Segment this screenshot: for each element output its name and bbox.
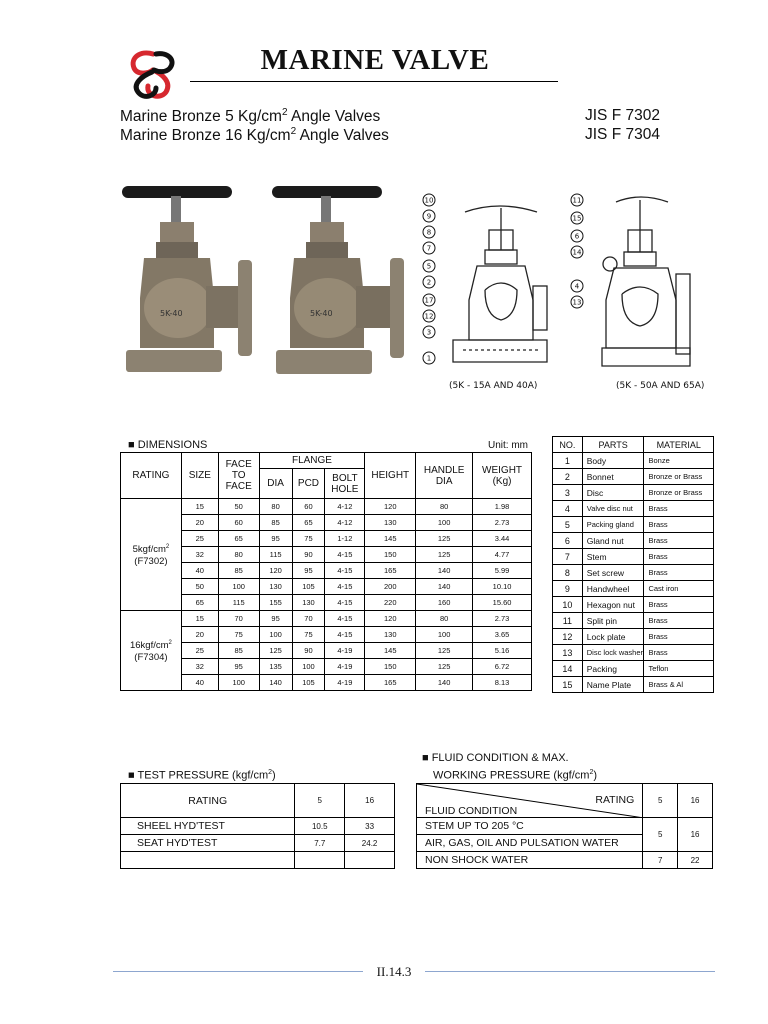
dimensions-cell: 32 [181,659,218,675]
page-title: MARINE VALVE [260,44,490,76]
dimensions-cell: 75 [218,627,259,643]
part-number: 2 [553,469,583,485]
dimensions-cell: 100 [416,515,473,531]
dimensions-cell: 50 [181,579,218,595]
dimensions-cell: 65 [181,595,218,611]
dimensions-row [121,595,532,611]
dimensions-cell: 120 [259,563,292,579]
dimensions-cell: 125 [416,659,473,675]
dimensions-cell: 150 [365,659,416,675]
parts-header-row: NO. PARTS MATERIAL [553,437,714,453]
part-material: Brass [644,517,714,533]
dimensions-cell: 70 [218,611,259,627]
dimensions-cell: 105 [292,579,325,595]
fluid-header-rating: RATING [595,794,635,806]
dimensions-cell: 3.65 [473,627,532,643]
dimensions-cell: 15 [181,499,218,515]
parts-row [553,469,714,485]
dimensions-cell: 160 [416,595,473,611]
part-material: Brass [644,565,714,581]
dimensions-cell: 130 [365,627,416,643]
svg-text:14: 14 [572,248,582,257]
dimensions-cell: 4-19 [325,659,365,675]
dimensions-header-row-1: RATING SIZE FACE TO FACE FLANGE HEIGHT HANDLE DIA WEIGHT (Kg) [121,453,532,469]
dimensions-header-row-2: DIA PCD BOLT HOLE [121,469,532,499]
part-material: Brass [644,533,714,549]
callout-12 [423,310,435,322]
dimensions-cell: 145 [365,531,416,547]
dimensions-cell: 65 [292,515,325,531]
sectional-drawing-50a-65a [598,190,713,395]
dimensions-cell: 2.73 [473,611,532,627]
part-name: Valve disc nut [582,501,644,517]
dimensions-cell: 4-15 [325,627,365,643]
dimensions-cell: 4.77 [473,547,532,563]
svg-text:17: 17 [424,296,434,305]
part-material: Brass [644,613,714,629]
test-pressure-row [121,852,395,869]
dimensions-row [121,531,532,547]
footer-rule-right [425,971,715,972]
part-material: Brass [644,549,714,565]
dimensions-row [121,499,532,515]
dimensions-row [121,643,532,659]
dimensions-cell: 165 [365,563,416,579]
dimensions-cell: 80 [259,499,292,515]
svg-text:13: 13 [572,298,582,307]
dimensions-cell: 140 [416,675,473,691]
callout-14 [571,246,583,258]
part-number: 8 [553,565,583,581]
parts-row [553,517,714,533]
part-number: 6 [553,533,583,549]
svg-text:10: 10 [424,196,434,205]
footer-rule-left [113,971,363,972]
dimensions-cell: 100 [218,675,259,691]
test-pressure-header-row: RATING 5 16 [121,784,395,818]
dimensions-cell: 80 [218,547,259,563]
part-number: 12 [553,629,583,645]
dimensions-cell: 130 [365,515,416,531]
part-number: 10 [553,597,583,613]
dimensions-cell: 70 [292,611,325,627]
part-name: Stem [582,549,644,565]
part-name: Set screw [582,565,644,581]
svg-text:9: 9 [426,212,432,221]
fluid-row: STEM UP TO 205 °C 5 16 [417,818,713,835]
dimensions-cell: 8.13 [473,675,532,691]
dimensions-cell: 100 [292,659,325,675]
dimensions-cell: 5.16 [473,643,532,659]
fluid-row: AIR, GAS, OIL AND PULSATION WATER [417,835,713,852]
dimensions-cell: 135 [259,659,292,675]
parts-row [553,453,714,469]
dimensions-cell: 150 [365,547,416,563]
dimensions-cell: 100 [416,627,473,643]
svg-text:4: 4 [574,282,580,291]
fluid-row: NON SHOCK WATER 7 22 [417,852,713,869]
dimensions-row [121,563,532,579]
dimensions-cell: 40 [181,563,218,579]
callout-17 [423,294,435,306]
dimensions-cell: 4-15 [325,595,365,611]
dimensions-cell: 115 [259,547,292,563]
part-name: Bonnet [582,469,644,485]
dimensions-cell: 2.73 [473,515,532,531]
test-pressure-table [120,783,395,869]
callout-2 [423,276,435,288]
dimensions-row [121,547,532,563]
part-name: Disc [582,485,644,501]
dimensions-cell: 32 [181,547,218,563]
part-name: Lock plate [582,629,644,645]
dimensions-cell: 125 [416,531,473,547]
subtitle-16k: Marine Bronze 16 $Kg/cm^2$ Angle Valves [120,126,389,145]
callout-9 [423,210,435,222]
dimensions-cell: 155 [259,595,292,611]
callout-10 [423,194,435,206]
part-number: 9 [553,581,583,597]
dimensions-cell: 105 [292,675,325,691]
part-name: Hexagon nut [582,597,644,613]
part-material: Brass & Al [644,677,714,693]
test-pressure-section-label: ■ TEST PRESSURE $(kgf/cm^2)$ [128,769,276,782]
svg-text:15: 15 [572,214,582,223]
part-material: Cast iron [644,581,714,597]
dimensions-cell: 4-19 [325,643,365,659]
dimensions-cell: 95 [259,611,292,627]
dimensions-cell: 85 [218,563,259,579]
dimensions-cell: 165 [365,675,416,691]
fluid-section-label: ■ FLUID CONDITION & MAX. [422,752,569,764]
dimensions-section-label: ■ DIMENSIONS [128,439,208,451]
dimensions-cell: 220 [365,595,416,611]
part-number: 7 [553,549,583,565]
parts-row [553,677,714,693]
dimensions-cell: 25 [181,643,218,659]
dimensions-cell: 20 [181,515,218,531]
callout-6 [571,230,583,242]
parts-row [553,533,714,549]
callout-7 [423,242,435,254]
valve-marking-2: 5K-40 [310,309,333,318]
dimensions-cell: 145 [365,643,416,659]
part-material: Brass [644,645,714,661]
callout-1 [423,352,435,364]
dimensions-cell: 65 [218,531,259,547]
dimensions-cell: 4-15 [325,579,365,595]
unit-label: Unit: mm [488,440,528,451]
part-name: Packing gland [582,517,644,533]
dimensions-cell: 80 [416,499,473,515]
part-number: 15 [553,677,583,693]
parts-row [553,613,714,629]
dimensions-row [121,675,532,691]
part-name: Split pin [582,613,644,629]
dimensions-cell: 75 [292,627,325,643]
dimensions-cell: 60 [292,499,325,515]
dimensions-cell: 20 [181,627,218,643]
svg-text:1: 1 [426,354,432,363]
dimensions-cell: 140 [416,579,473,595]
callout-3 [423,326,435,338]
dimensions-cell: 75 [292,531,325,547]
parts-row [553,661,714,677]
dimensions-cell: 5.99 [473,563,532,579]
sectional-drawing-15a-40a [415,190,595,395]
svg-text:2: 2 [426,278,432,287]
dimensions-cell: 125 [416,643,473,659]
parts-row [553,645,714,661]
part-material: Bonze [644,453,714,469]
company-logo [126,48,180,100]
parts-row [553,629,714,645]
dimensions-cell: 4-15 [325,611,365,627]
svg-text:11: 11 [572,196,582,205]
svg-text:7: 7 [426,244,432,253]
callout-5 [423,260,435,272]
rating-cell: $5kgf/cm^2$ (F7302) [121,499,182,611]
dimensions-cell: 4-15 [325,563,365,579]
dimensions-cell: 3.44 [473,531,532,547]
part-name: Body [582,453,644,469]
dimensions-cell: 4-15 [325,547,365,563]
parts-row [553,581,714,597]
part-name: Disc lock washer [582,645,644,661]
valve-photo-2 [268,178,408,390]
page-number: II.14.3 [376,964,412,979]
working-pressure-label: WORKING PRESSURE $(kgf/cm^2)$ [433,769,598,782]
dimensions-cell: 85 [259,515,292,531]
svg-text:3: 3 [426,328,432,337]
dimensions-cell: 25 [181,531,218,547]
dimensions-cell: 130 [292,595,325,611]
dimensions-cell: 125 [416,547,473,563]
valve-photo-1 [118,178,256,390]
part-material: Teflon [644,661,714,677]
dimensions-cell: 1-12 [325,531,365,547]
dimensions-cell: 40 [181,675,218,691]
part-material: Brass [644,629,714,645]
dimensions-cell: 6.72 [473,659,532,675]
rating-cell: $16kgf/cm^2$ (F7304) [121,611,182,691]
part-number: 13 [553,645,583,661]
part-material: Bronze or Brass [644,485,714,501]
dimensions-cell: 50 [218,499,259,515]
part-material: Brass [644,597,714,613]
parts-row [553,485,714,501]
dimensions-cell: 120 [365,499,416,515]
dimensions-cell: 120 [365,611,416,627]
dimensions-cell: 15.60 [473,595,532,611]
parts-row [553,565,714,581]
jis-standard-5k: JIS F 7302 [585,107,660,124]
parts-row [553,501,714,517]
dimensions-cell: 140 [259,675,292,691]
dimensions-cell: 10.10 [473,579,532,595]
part-number: 11 [553,613,583,629]
callout-8 [423,226,435,238]
part-name: Handwheel [582,581,644,597]
test-pressure-row: SEAT HYD'TEST 7.7 24.2 [121,835,395,852]
callout-11 [571,194,583,206]
valve-marking-1: 5K-40 [160,309,183,318]
dimensions-cell: 125 [259,643,292,659]
svg-text:12: 12 [424,312,434,321]
svg-text:6: 6 [574,232,580,241]
fluid-condition-table [416,783,713,869]
part-number: 14 [553,661,583,677]
callout-15 [571,212,583,224]
fluid-header-condition: FLUID CONDITION [425,805,518,817]
part-name: Name Plate [582,677,644,693]
dimensions-cell: 130 [259,579,292,595]
part-number: 4 [553,501,583,517]
dimensions-cell: 1.98 [473,499,532,515]
parts-row [553,597,714,613]
part-material: Bronze or Brass [644,469,714,485]
subtitle-5k: Marine Bronze 5 $Kg/cm^2$ Angle Valves [120,107,381,126]
dimensions-row [121,579,532,595]
part-number: 5 [553,517,583,533]
dimensions-cell: 95 [292,563,325,579]
callout-13 [571,296,583,308]
parts-table [552,436,714,693]
drawing-caption-left: (5K - 15A AND 40A) [449,381,538,391]
dimensions-cell: 4-12 [325,515,365,531]
parts-row [553,549,714,565]
dimensions-cell: 90 [292,643,325,659]
dimensions-cell: 80 [416,611,473,627]
callout-4 [571,280,583,292]
dimensions-row [121,627,532,643]
dimensions-row [121,515,532,531]
drawing-caption-right: (5K - 50A AND 65A) [616,381,705,391]
dimensions-cell: 85 [218,643,259,659]
dimensions-cell: 115 [218,595,259,611]
dimensions-cell: 90 [292,547,325,563]
dimensions-cell: 4-12 [325,499,365,515]
part-material: Brass [644,501,714,517]
part-name: Gland nut [582,533,644,549]
dimensions-table [120,452,532,691]
dimensions-row [121,611,532,627]
dimensions-row [121,659,532,675]
dimensions-cell: 100 [218,579,259,595]
part-number: 1 [553,453,583,469]
dimensions-cell: 140 [416,563,473,579]
svg-text:8: 8 [426,228,432,237]
part-number: 3 [553,485,583,501]
dimensions-cell: 200 [365,579,416,595]
jis-standard-16k: JIS F 7304 [585,126,660,143]
test-pressure-row: SHEEL HYD'TEST 10.5 33 [121,818,395,835]
dimensions-cell: 95 [259,531,292,547]
dimensions-cell: 4-19 [325,675,365,691]
dimensions-cell: 100 [259,627,292,643]
fluid-header-row: RATING FLUID CONDITION 5 16 [417,784,713,818]
dimensions-cell: 15 [181,611,218,627]
dimensions-cell: 60 [218,515,259,531]
dimensions-cell: 95 [218,659,259,675]
title-underline [190,81,558,82]
svg-text:5: 5 [426,262,432,271]
part-name: Packing [582,661,644,677]
